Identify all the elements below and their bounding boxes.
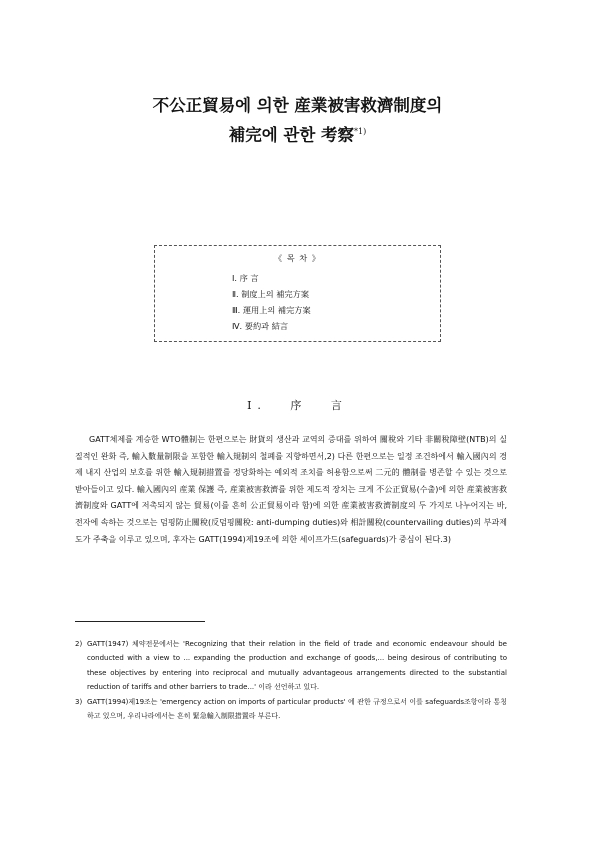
body-paragraph: GATT체제를 계승한 WTO體制는 한편으로는 財貨의 생산과 교역의 증대를 위하여 關稅와 기타 非關稅障壁(NTB)의 실질적인 완화 즉, 輸入數量制限을 포함한 輸入規制의 철폐를 지향하면서,2) 다른 한편으로는 일정 조건하에서 輸入國內의 경제 내지 산업의 보호를 위한 輸入規制措置를 정당화하는 예외적 조치를 허용함으로써 二元的 體制를 병존할 수 있는 것으로 받아들이고 있다. 輸入國內의 産業 保護 즉, 産業被害救濟를 위한 제도적 장치는 크게 不公正貿易(수출)에 의한 産業被害救濟制度와 GATT에 저촉되지 않는 貿易(이를 흔히 公正貿易이라 함)에 의한 産業被害救濟制度의 두 가지로 나누어지는 바, 전자에 속하는 것으로는 덤핑防止關稅(反덤핑關稅: anti-dumping duties)와 相計關稅(countervailing duties)의 부과제도가 주축을 이루고 있으며, 후자는 GATT(1994)제19조에 의한 세이프가드(safeguards)가 중심이 된다.3) [75,435,507,544]
table-of-contents [154,245,441,342]
title-line-2-text: 補完에 관한 考察 [228,125,355,145]
toc-item: Ⅰ. 序 言 [232,273,259,283]
title-footnote-mark: *1) [354,127,367,136]
document-title [0,93,595,149]
section-heading: Ⅰ. 序 言 [247,399,348,412]
toc-item: Ⅳ. 要約과 結言 [232,321,289,331]
toc-heading: 《 목 차 》 [273,253,321,263]
footnote-number: 3) [75,698,83,707]
toc-list [232,270,311,334]
footnotes [75,637,507,725]
footnote-number: 2) [75,640,83,648]
footnote-divider [75,621,205,622]
footnote [75,637,507,694]
toc-item: Ⅱ. 制度上의 補完方案 [232,289,310,299]
footnote [75,695,507,724]
title-line-2 [0,119,595,149]
title-line-1: 不公正貿易에 의한 産業被害救濟制度의 [152,96,443,115]
footnote-text: GATT(1947) 체약전문에서는 'Recognizing that their relation in the field of trade and economic endeavour should be conducted with a view to ... expanding the production and exchange of goods,... being desirous of contributing to these objectives by entering into reciprocal and mutually advantageous arrangements directed to the substantial reduction of tariffs and other barriers to trade...' 이라 선언하고 있다. [87,640,507,691]
footnote-text: GATT(1994)제19조는 'emergency action on imports of particular products' 에 관한 규정으로서 이를 safeguards조항이라 통칭하고 있으며, 우리나라에서는 흔히 緊急輸入制限措置라 부른다. [87,698,507,721]
toc-item: Ⅲ. 運用上의 補完方案 [232,305,311,315]
